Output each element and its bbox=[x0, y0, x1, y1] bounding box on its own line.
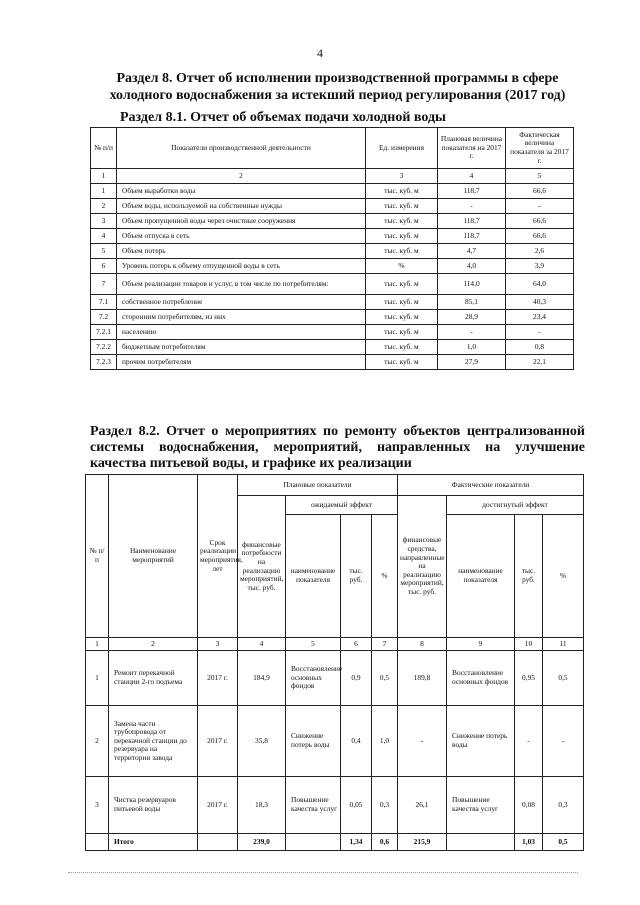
row-plan: 1,0 bbox=[438, 340, 506, 355]
row-num: 5 bbox=[91, 244, 117, 259]
col-num-3: 3 bbox=[366, 169, 438, 184]
row-fact: 2,6 bbox=[506, 244, 574, 259]
row-term: 2017 г. bbox=[198, 706, 238, 777]
total-expected-rub: 1,34 bbox=[341, 834, 372, 851]
header-expected-indicator: наименование показателя bbox=[286, 515, 341, 638]
row-expected-percent: 1,0 bbox=[372, 706, 398, 777]
header-unit: Ед. измерения bbox=[366, 128, 438, 169]
header-fact: Фактическая величина показателя за 2017 г. bbox=[506, 128, 574, 169]
table-row bbox=[91, 325, 574, 340]
row-unit: тыс. куб. м bbox=[366, 310, 438, 325]
row-plan: 28,9 bbox=[438, 310, 506, 325]
row-num: 4 bbox=[91, 229, 117, 244]
row-plan: - bbox=[438, 325, 506, 340]
header-fact-group: Фактические показатели bbox=[398, 475, 584, 496]
row-plan-finance: 35,8 bbox=[238, 706, 286, 777]
row-plan: 27,9 bbox=[438, 355, 506, 370]
row-fact: 64,0 bbox=[506, 274, 574, 295]
row-num: 3 bbox=[86, 777, 109, 834]
page-number: 4 bbox=[317, 46, 323, 60]
table-row bbox=[91, 355, 574, 370]
row-fact: 23,4 bbox=[506, 310, 574, 325]
row-plan: 118,7 bbox=[438, 229, 506, 244]
row-plan-finance: 184,9 bbox=[238, 651, 286, 706]
row-plan: 4,7 bbox=[438, 244, 506, 259]
row-expected-percent: 0,5 bbox=[372, 651, 398, 706]
table-row bbox=[91, 274, 574, 295]
row-achieved-rub: 0,08 bbox=[515, 777, 543, 834]
table-row bbox=[91, 310, 574, 325]
table-row bbox=[91, 184, 574, 199]
row-indicator: Уровень потерь к объему отпущенной воды в сеть bbox=[117, 259, 366, 274]
row-num: 1 bbox=[86, 651, 109, 706]
row-plan: 118,7 bbox=[438, 184, 506, 199]
row-indicator: Объем отпуска в сеть bbox=[117, 229, 366, 244]
row-num: 7.2.3 bbox=[91, 355, 117, 370]
header-achieved-percent: % bbox=[543, 515, 584, 638]
col-num-2: 2 bbox=[117, 169, 366, 184]
header-num: № п/п bbox=[86, 475, 109, 638]
header-expected-effect: ожидаемый эффект bbox=[286, 496, 398, 515]
repair-measures-table bbox=[85, 474, 584, 851]
header-achieved-effect: достигнутый эффект bbox=[447, 496, 584, 515]
row-fact: 3,9 bbox=[506, 259, 574, 274]
row-fact: 0,8 bbox=[506, 340, 574, 355]
row-measure: Замена части трубопровода от перекачной станции до резервуара на территории завода bbox=[109, 706, 198, 777]
row-num: 2 bbox=[91, 199, 117, 214]
header-expected-rub: тыс. руб. bbox=[341, 515, 372, 638]
row-indicator: сторонним потребителям, из них bbox=[117, 310, 366, 325]
row-unit: тыс. куб. м bbox=[366, 274, 438, 295]
header-plan: Плановая величина показателя на 2017 г. bbox=[438, 128, 506, 169]
header-num: № п/п bbox=[91, 128, 117, 169]
table-row bbox=[91, 229, 574, 244]
header-plan-finance: финансовые потребности на реализацию мероприятий, тыс. руб. bbox=[238, 496, 286, 638]
row-achieved-percent: - bbox=[543, 706, 584, 777]
col-num-9: 9 bbox=[447, 638, 515, 651]
header-measure-name: Наименование мероприятий bbox=[109, 475, 198, 638]
row-fact: 40,3 bbox=[506, 295, 574, 310]
col-num-10: 10 bbox=[515, 638, 543, 651]
row-plan: - bbox=[438, 199, 506, 214]
table-row bbox=[86, 777, 584, 834]
table-row bbox=[91, 259, 574, 274]
row-unit: тыс. куб. м bbox=[366, 295, 438, 310]
row-unit: тыс. куб. м bbox=[366, 184, 438, 199]
table-row bbox=[86, 651, 584, 706]
table-row bbox=[91, 340, 574, 355]
row-indicator: Объем воды, используемой на собственные нужды bbox=[117, 199, 366, 214]
row-fact-finance: 26,1 bbox=[398, 777, 447, 834]
col-num-2: 2 bbox=[109, 638, 198, 651]
total-plan-finance: 239,0 bbox=[238, 834, 286, 851]
col-num-1: 1 bbox=[91, 169, 117, 184]
table-row bbox=[91, 214, 574, 229]
row-num: 7.1 bbox=[91, 295, 117, 310]
row-expected-rub: 0,4 bbox=[341, 706, 372, 777]
row-fact-finance: - bbox=[398, 706, 447, 777]
total-achieved-rub: 1,03 bbox=[515, 834, 543, 851]
row-indicator: бюджетным потребителям bbox=[117, 340, 366, 355]
row-indicator: Объем реализации товаров и услуг, в том числе по потребителям: bbox=[117, 274, 366, 295]
water-supply-volume-table bbox=[90, 127, 574, 370]
column-number-row bbox=[86, 638, 584, 651]
row-indicator: прочим потребителям bbox=[117, 355, 366, 370]
row-expected-rub: 0,05 bbox=[341, 777, 372, 834]
row-achieved-percent: 0,3 bbox=[543, 777, 584, 834]
row-num: 7.2 bbox=[91, 310, 117, 325]
row-measure: Ремонт перекачной станции 2-го подъема bbox=[109, 651, 198, 706]
row-unit: тыс. куб. м bbox=[366, 199, 438, 214]
row-unit: тыс. куб. м bbox=[366, 244, 438, 259]
row-unit: тыс. куб. м bbox=[366, 214, 438, 229]
col-num-4: 4 bbox=[438, 169, 506, 184]
row-plan: 85,1 bbox=[438, 295, 506, 310]
total-expected-percent: 0,6 bbox=[372, 834, 398, 851]
col-num-5: 5 bbox=[506, 169, 574, 184]
row-indicator: Объем пропущенной воды через очистные сооружения bbox=[117, 214, 366, 229]
footer-divider bbox=[68, 872, 578, 873]
row-plan: 114,0 bbox=[438, 274, 506, 295]
header-indicator: Показатели производственной деятельности bbox=[117, 128, 366, 169]
col-num-6: 6 bbox=[341, 638, 372, 651]
row-num: 7 bbox=[91, 274, 117, 295]
col-num-11: 11 bbox=[543, 638, 584, 651]
row-expected-rub: 0,9 bbox=[341, 651, 372, 706]
row-indicator: Объем потерь bbox=[117, 244, 366, 259]
col-num-7: 7 bbox=[372, 638, 398, 651]
row-achieved-indicator: Повышение качества услуг bbox=[447, 777, 515, 834]
column-number-row bbox=[91, 169, 574, 184]
row-indicator: собственное потребление bbox=[117, 295, 366, 310]
header-achieved-indicator: наименование показателя bbox=[447, 515, 515, 638]
row-achieved-rub: 0,95 bbox=[515, 651, 543, 706]
row-fact: - bbox=[506, 199, 574, 214]
row-indicator: Объем выработки воды bbox=[117, 184, 366, 199]
header-achieved-rub: тыс. руб. bbox=[515, 515, 543, 638]
table-row bbox=[91, 295, 574, 310]
row-num: 6 bbox=[91, 259, 117, 274]
row-term: 2017 г. bbox=[198, 777, 238, 834]
row-fact: - bbox=[506, 325, 574, 340]
row-num: 3 bbox=[91, 214, 117, 229]
row-plan-finance: 18,3 bbox=[238, 777, 286, 834]
col-num-8: 8 bbox=[398, 638, 447, 651]
row-expected-percent: 0,3 bbox=[372, 777, 398, 834]
row-achieved-indicator: Снижение потерь воды bbox=[447, 706, 515, 777]
row-num: 7.2.2 bbox=[91, 340, 117, 355]
section-8-1-heading: Раздел 8.1. Отчет об объемах подачи холодной воды bbox=[120, 110, 446, 125]
col-num-5: 5 bbox=[286, 638, 341, 651]
col-num-1: 1 bbox=[86, 638, 109, 651]
total-label: Итого bbox=[109, 834, 198, 851]
row-unit: тыс. куб. м bbox=[366, 340, 438, 355]
row-num: 1 bbox=[91, 184, 117, 199]
row-unit: тыс. куб. м bbox=[366, 229, 438, 244]
col-num-3: 3 bbox=[198, 638, 238, 651]
table-header-row bbox=[91, 128, 574, 169]
table-row bbox=[91, 244, 574, 259]
section-8-2-heading: Раздел 8.2. Отчет о мероприятиях по ремонту объектов централизованной системы водоснабжения, мероприятий, направленных на улучшение качества питьевой воды, и графике их реализации bbox=[90, 424, 585, 471]
row-num: 7.2.1 bbox=[91, 325, 117, 340]
section-8-title: Раздел 8. Отчет об исполнении производственной программы в сфере холодного водоснабжения за истекший период регулирования (2017 год) bbox=[109, 71, 566, 103]
row-expected-indicator: Восстановление основных фондов bbox=[286, 651, 341, 706]
row-plan: 118,7 bbox=[438, 214, 506, 229]
row-measure: Чистка резервуаров питьевой воды bbox=[109, 777, 198, 834]
row-fact: 66,6 bbox=[506, 184, 574, 199]
row-unit: % bbox=[366, 259, 438, 274]
header-expected-percent: % bbox=[372, 515, 398, 638]
row-expected-indicator: Снижение потерь воды bbox=[286, 706, 341, 777]
row-term: 2017 г. bbox=[198, 651, 238, 706]
row-unit: тыс. куб. м bbox=[366, 325, 438, 340]
row-num: 2 bbox=[86, 706, 109, 777]
table-row bbox=[91, 199, 574, 214]
row-fact: 22,1 bbox=[506, 355, 574, 370]
row-achieved-rub: - bbox=[515, 706, 543, 777]
row-unit: тыс. куб. м bbox=[366, 355, 438, 370]
row-achieved-percent: 0,5 bbox=[543, 651, 584, 706]
header-term: Срок реализации мероприятия, лет bbox=[198, 475, 238, 638]
row-fact: 66,6 bbox=[506, 229, 574, 244]
header-plan-group: Плановые показатели bbox=[238, 475, 398, 496]
row-fact: 66,6 bbox=[506, 214, 574, 229]
row-plan: 4,0 bbox=[438, 259, 506, 274]
row-indicator: населению bbox=[117, 325, 366, 340]
col-num-4: 4 bbox=[238, 638, 286, 651]
total-achieved-percent: 0,5 bbox=[543, 834, 584, 851]
row-fact-finance: 189,8 bbox=[398, 651, 447, 706]
total-fact-finance: 215,9 bbox=[398, 834, 447, 851]
total-row bbox=[86, 834, 584, 851]
row-expected-indicator: Повышение качества услуг bbox=[286, 777, 341, 834]
row-achieved-indicator: Восстановление основных фондов bbox=[447, 651, 515, 706]
header-fact-finance: финансовые средства, направленные на реализацию мероприятий, тыс. руб. bbox=[398, 496, 447, 638]
table-row bbox=[86, 706, 584, 777]
